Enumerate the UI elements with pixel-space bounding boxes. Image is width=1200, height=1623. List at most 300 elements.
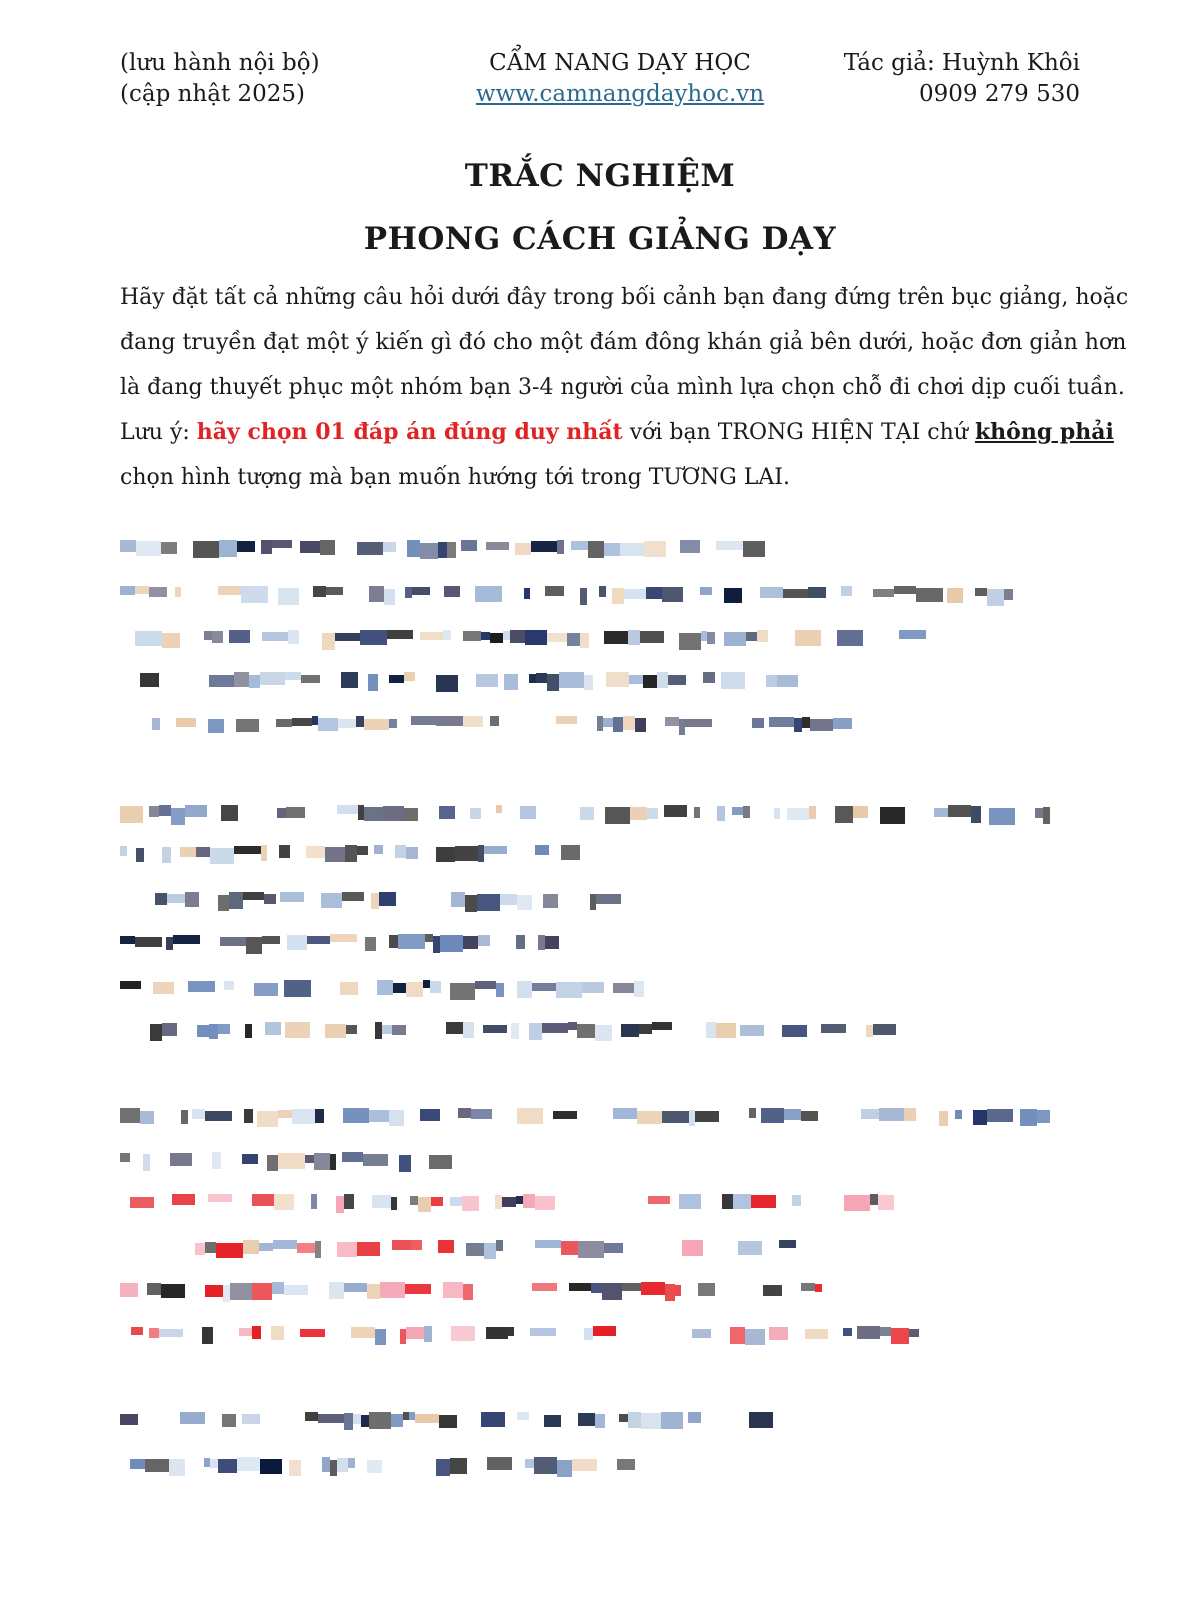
redacted-text-block xyxy=(369,1110,389,1122)
redacted-text-block xyxy=(745,1329,765,1345)
redacted-text-block xyxy=(261,845,267,861)
redacted-text-block xyxy=(374,845,383,854)
redacted-text-block xyxy=(380,1282,405,1298)
redacted-text-block xyxy=(313,586,326,597)
redacted-text-block xyxy=(120,1283,138,1297)
redacted-text-block xyxy=(835,806,853,823)
redacted-text-block xyxy=(205,1111,232,1121)
redacted-text-block xyxy=(679,1194,701,1209)
redacted-text-block xyxy=(794,718,802,732)
redacted-text-block xyxy=(218,1024,230,1034)
redacted-text-block xyxy=(769,717,794,727)
redacted-text-block xyxy=(870,1194,878,1205)
redacted-text-block xyxy=(444,586,460,597)
redacted-text-block xyxy=(243,1240,259,1254)
redacted-text-block xyxy=(120,540,136,552)
redacted-text-block xyxy=(652,1022,672,1030)
redacted-text-block xyxy=(545,936,559,949)
redacted-text-block xyxy=(278,1153,305,1169)
redacted-text-block xyxy=(135,937,162,947)
redacted-text-block xyxy=(267,1155,278,1171)
redacted-text-block xyxy=(348,1458,355,1468)
redacted-text-block xyxy=(757,630,768,642)
redacted-text-block xyxy=(344,1194,354,1209)
redacted-text-block xyxy=(578,1413,595,1426)
redacted-text-block xyxy=(515,543,531,555)
redacted-text-block xyxy=(478,935,490,946)
redacted-text-block xyxy=(436,847,455,862)
redacted-text-block xyxy=(538,935,545,950)
redacted-text-block xyxy=(438,1240,454,1253)
redacted-text-block xyxy=(1004,589,1013,600)
redacted-text-block xyxy=(418,1197,431,1212)
redacted-text-block xyxy=(392,1025,406,1035)
redacted-text-block xyxy=(612,588,624,604)
redacted-text-block xyxy=(556,982,582,998)
redacted-text-block xyxy=(130,1459,145,1469)
redacted-text-block xyxy=(135,631,162,646)
redacted-text-block xyxy=(326,587,343,595)
redacted-text-block xyxy=(619,1414,628,1422)
redacted-text-block xyxy=(262,936,280,944)
redacted-text-block xyxy=(732,807,743,815)
redacted-text-block xyxy=(580,807,594,820)
redacted-text-block xyxy=(584,1328,593,1340)
redacted-text-block xyxy=(665,717,679,726)
redacted-text-block xyxy=(130,1197,154,1208)
redacted-text-block xyxy=(140,673,159,687)
redacted-text-block xyxy=(475,586,502,602)
redacted-text-block xyxy=(162,1023,177,1036)
redacted-text-block xyxy=(572,1459,597,1471)
redacted-text-block xyxy=(272,540,292,548)
redacted-text-block xyxy=(641,1413,661,1429)
redacted-text-block xyxy=(545,586,564,596)
redacted-text-block xyxy=(894,586,916,594)
redacted-text-block xyxy=(175,587,181,597)
redacted-text-block xyxy=(701,631,707,641)
redacted-text-block xyxy=(361,1415,369,1427)
redacted-text-block xyxy=(490,716,499,726)
redacted-text-block xyxy=(535,1196,555,1210)
redacted-text-block xyxy=(120,846,127,856)
redacted-text-block xyxy=(620,543,644,556)
redacted-text-block xyxy=(314,1153,330,1170)
redacted-text-block xyxy=(774,808,780,819)
redacted-text-block xyxy=(458,1108,471,1118)
redacted-text-block xyxy=(484,1243,496,1259)
redacted-text-block xyxy=(379,892,396,906)
redacted-text-block xyxy=(446,1022,463,1034)
redacted-text-block xyxy=(679,719,685,735)
redacted-text-block xyxy=(987,1109,1013,1122)
redacted-text-block xyxy=(389,719,397,728)
redacted-text-block xyxy=(301,675,320,683)
redacted-text-block xyxy=(204,1458,210,1467)
redacted-text-block xyxy=(455,846,478,861)
redacted-text-block xyxy=(305,1155,314,1163)
redacted-text-block xyxy=(503,631,510,640)
redacted-text-block xyxy=(169,1459,185,1476)
redacted-text-block xyxy=(724,632,746,646)
redacted-text-block xyxy=(602,1283,622,1300)
redacted-text-block xyxy=(782,1025,807,1037)
redacted-text-block xyxy=(185,805,207,817)
redacted-text-block xyxy=(717,806,725,821)
redacted-text-block xyxy=(338,719,356,728)
redacted-text-block xyxy=(439,1415,457,1428)
redacted-text-block xyxy=(662,1111,689,1123)
redacted-text-block xyxy=(205,1285,223,1297)
redacted-text-block xyxy=(284,980,311,997)
redacted-text-block xyxy=(406,847,418,859)
redacted-text-block xyxy=(706,1022,716,1038)
redacted-text-block xyxy=(815,1284,822,1292)
redacted-text-block xyxy=(252,1194,274,1206)
redacted-text-block xyxy=(322,1457,330,1472)
redacted-text-block xyxy=(245,1024,252,1038)
redacted-text-block xyxy=(274,1194,294,1210)
redacted-text-block xyxy=(646,587,662,599)
redacted-text-block xyxy=(703,672,715,683)
redacted-text-block xyxy=(264,894,276,904)
redacted-text-block xyxy=(463,1284,473,1300)
redacted-text-block xyxy=(335,633,360,641)
redacted-text-block xyxy=(406,1327,424,1339)
redacted-text-block xyxy=(689,1110,695,1126)
redacted-text-block xyxy=(802,717,810,728)
redacted-text-block xyxy=(212,631,223,643)
redacted-text-block xyxy=(808,587,826,598)
redacted-text-block xyxy=(306,846,325,858)
redacted-text-block xyxy=(523,1194,535,1208)
redacted-text-block xyxy=(843,1328,852,1336)
redacted-text-block xyxy=(197,1025,209,1037)
redacted-text-block xyxy=(668,675,686,685)
redacted-text-block xyxy=(161,542,177,554)
redacted-text-block xyxy=(252,1283,272,1300)
redacted-text-block xyxy=(590,894,596,910)
redacted-text-block xyxy=(837,630,863,646)
redacted-text-block xyxy=(595,1025,612,1041)
redacted-text-block xyxy=(777,675,798,687)
redacted-text-block xyxy=(556,716,577,724)
redacted-text-block xyxy=(450,1197,462,1206)
redacted-text-block xyxy=(155,893,167,905)
redacted-text-block xyxy=(899,630,926,639)
redacted-text-block xyxy=(162,847,171,863)
redacted-text-block xyxy=(342,1152,363,1162)
redacted-text-block xyxy=(477,894,500,911)
redacted-text-block xyxy=(603,718,613,727)
redacted-text-block xyxy=(357,542,383,555)
redacted-text-block xyxy=(844,1195,870,1211)
redacted-text-block xyxy=(382,1025,392,1034)
redacted-text-block xyxy=(451,1326,475,1341)
redacted-text-block xyxy=(536,673,547,683)
redacted-text-block xyxy=(743,806,750,818)
redacted-text-block xyxy=(542,1023,568,1033)
redacted-text-block xyxy=(525,1459,534,1468)
redacted-text-block xyxy=(613,717,623,732)
redacted-text-block xyxy=(170,1153,192,1166)
redacted-text-block xyxy=(688,1412,701,1423)
redacted-text-block xyxy=(431,1197,443,1206)
redacted-text-block xyxy=(751,1195,776,1208)
redacted-text-block xyxy=(420,632,443,640)
redacted-text-block xyxy=(150,1024,162,1041)
redacted-text-block xyxy=(508,1327,514,1336)
redacted-text-block xyxy=(363,1154,388,1166)
redacted-text-block xyxy=(405,1284,431,1294)
redacted-text-block xyxy=(229,630,250,643)
redacted-text-block xyxy=(463,631,481,641)
redacted-text-block xyxy=(577,1024,595,1038)
redacted-text-block xyxy=(535,1240,561,1248)
redacted-text-block xyxy=(483,1025,507,1033)
redacted-text-block xyxy=(271,1326,284,1340)
page-title: TRẮC NGHIỆM xyxy=(464,158,736,194)
redacted-text-block xyxy=(398,934,425,949)
redacted-text-block xyxy=(272,1282,284,1294)
redacted-text-block xyxy=(909,1329,919,1337)
redacted-text-block xyxy=(588,541,604,558)
redacted-text-block xyxy=(530,1328,556,1336)
redacted-text-block xyxy=(407,540,420,557)
redacted-text-block xyxy=(787,808,809,820)
redacted-text-block xyxy=(989,808,1015,825)
redacted-text-block xyxy=(730,1327,745,1344)
redacted-text-block xyxy=(805,1329,828,1339)
redacted-text-block xyxy=(599,586,606,597)
redacted-text-block xyxy=(237,1457,260,1471)
redacted-text-block xyxy=(377,980,393,995)
redacted-text-block xyxy=(364,807,383,821)
redacted-text-block xyxy=(218,895,229,911)
redacted-text-block xyxy=(971,806,981,823)
redacted-text-block xyxy=(145,1459,169,1472)
redacted-text-block xyxy=(628,1412,641,1428)
intro-line: đang truyền đạt một ý kiến gì đó cho một đám đông khán giả bên dưới, hoặc đơn giản hơn xyxy=(120,330,1127,355)
redacted-text-block xyxy=(273,1240,297,1249)
redacted-text-block xyxy=(604,631,628,644)
redacted-text-block xyxy=(172,1194,195,1205)
redacted-text-block xyxy=(193,541,219,558)
redacted-text-block xyxy=(1043,807,1050,824)
redacted-text-block xyxy=(486,1327,508,1339)
redacted-text-block xyxy=(229,892,243,909)
redacted-text-block xyxy=(939,1111,948,1126)
redacted-text-block xyxy=(443,1282,463,1298)
redacted-text-block xyxy=(465,895,477,912)
redacted-text-block xyxy=(368,674,378,691)
redacted-text-block xyxy=(569,1283,591,1291)
redacted-text-block xyxy=(784,1109,801,1120)
redacted-text-block xyxy=(340,982,358,995)
redacted-text-block xyxy=(344,1413,353,1430)
redacted-text-block xyxy=(387,630,413,639)
redacted-text-block xyxy=(218,586,241,595)
redacted-text-block xyxy=(987,589,1004,606)
redacted-text-block xyxy=(181,1110,188,1124)
redacted-text-block xyxy=(436,675,458,692)
redacted-text-block xyxy=(496,983,504,997)
redacted-text-block xyxy=(438,542,447,558)
redacted-text-block xyxy=(801,1111,818,1121)
redacted-text-block xyxy=(360,630,387,645)
redacted-text-block xyxy=(412,587,430,595)
intro-line: chọn hình tượng mà bạn muốn hướng tới trong TƯƠNG LAI. xyxy=(120,465,790,490)
phone-number: 0909 279 530 xyxy=(919,81,1080,107)
redacted-text-block xyxy=(621,1024,639,1037)
redacted-text-block xyxy=(409,1412,415,1420)
redacted-text-block xyxy=(208,1194,232,1202)
redacted-text-block xyxy=(604,543,620,556)
redacted-text-block xyxy=(289,1460,301,1476)
redacted-text-block xyxy=(504,674,518,690)
redacted-text-block xyxy=(535,845,549,855)
redacted-text-block xyxy=(389,935,398,948)
redacted-text-block xyxy=(330,1460,337,1476)
redacted-text-block xyxy=(630,807,647,820)
website-link[interactable]: www.camnangdayhoc.vn xyxy=(475,81,765,107)
redacted-text-block xyxy=(657,672,668,688)
redacted-text-block xyxy=(399,1155,411,1172)
redacted-text-block xyxy=(411,716,436,725)
redacted-text-block xyxy=(517,1108,543,1124)
redacted-text-block xyxy=(661,1412,683,1429)
redacted-text-block xyxy=(305,1412,318,1421)
redacted-text-block xyxy=(195,1243,205,1255)
redacted-text-block xyxy=(624,589,646,599)
redacted-text-block xyxy=(878,1195,894,1210)
redacted-text-block xyxy=(364,719,389,730)
redacted-text-block xyxy=(286,807,305,818)
redacted-text-block xyxy=(430,981,441,993)
redacted-text-block xyxy=(698,1283,715,1296)
redacted-text-block xyxy=(879,1108,904,1121)
redacted-text-block xyxy=(249,675,260,688)
redacted-text-block xyxy=(470,808,481,819)
redacted-text-block xyxy=(371,893,379,909)
redacted-text-block xyxy=(682,1240,703,1256)
redacted-text-block xyxy=(318,1414,344,1423)
redacted-text-block xyxy=(975,588,987,596)
intro-line: Hãy đặt tất cả những câu hỏi dưới đây trong bối cảnh bạn đang đứng trên bục giảng, hoặc xyxy=(120,285,1129,310)
redacted-text-block xyxy=(351,1327,375,1338)
redacted-text-block xyxy=(391,1197,397,1210)
redacted-text-block xyxy=(534,1457,557,1474)
redacted-text-block xyxy=(635,718,646,732)
redacted-text-block xyxy=(622,1283,641,1291)
redacted-text-block xyxy=(761,1108,784,1123)
redacted-text-block xyxy=(285,672,301,680)
redacted-text-block xyxy=(320,540,335,555)
redacted-text-block xyxy=(236,719,259,732)
redacted-text-block xyxy=(648,1196,670,1204)
redacted-text-block xyxy=(216,1243,243,1258)
publication-title: CẨM NANG DẠY HỌC xyxy=(489,50,751,76)
redacted-text-block xyxy=(664,805,687,817)
redacted-text-block xyxy=(241,586,268,603)
note-highlight: hãy chọn 01 đáp án đúng duy nhất xyxy=(196,419,623,445)
redacted-text-block xyxy=(695,1111,719,1122)
redacted-text-block xyxy=(356,716,364,727)
redacted-text-block xyxy=(224,981,234,990)
redacted-text-block xyxy=(578,1241,604,1258)
redacted-text-block xyxy=(559,672,584,688)
redacted-text-block xyxy=(716,1023,736,1038)
redacted-text-block xyxy=(162,633,180,648)
redacted-text-block xyxy=(547,674,559,691)
redacted-text-block xyxy=(476,674,498,687)
redacted-text-block xyxy=(209,1024,218,1039)
redacted-text-block xyxy=(502,1197,516,1207)
redacted-text-block xyxy=(543,894,558,908)
redacted-text-block xyxy=(176,718,196,727)
redacted-text-block xyxy=(239,1328,252,1336)
redacted-text-block xyxy=(167,894,185,903)
redacted-text-block xyxy=(204,631,212,640)
redacted-text-block xyxy=(463,936,478,949)
redacted-text-block xyxy=(288,630,299,644)
redacted-text-block xyxy=(749,1108,756,1118)
redacted-text-block xyxy=(375,1022,382,1039)
author: Tác giả: Huỳnh Khôi xyxy=(843,50,1080,76)
update-note: (cập nhật 2025) xyxy=(120,81,305,107)
redacted-text-block xyxy=(500,894,517,905)
redacted-text-block xyxy=(752,718,764,728)
redacted-text-block xyxy=(406,982,423,997)
redacted-text-block xyxy=(547,633,567,642)
redacted-text-block xyxy=(596,894,621,904)
redacted-text-block xyxy=(733,1194,751,1209)
redacted-text-block xyxy=(315,1241,321,1258)
redacted-text-block xyxy=(325,1024,346,1038)
redacted-text-block xyxy=(219,540,237,557)
redacted-text-block xyxy=(307,936,330,944)
redacted-text-block xyxy=(278,1110,292,1118)
redacted-text-block xyxy=(680,540,700,553)
redacted-text-block xyxy=(700,587,712,595)
redacted-text-block xyxy=(451,892,465,907)
redacted-text-block xyxy=(120,1153,130,1162)
redacted-text-block xyxy=(487,1457,512,1470)
redacted-text-block xyxy=(221,805,238,821)
redacted-text-block xyxy=(395,845,406,858)
redacted-text-block xyxy=(763,1285,782,1296)
redacted-text-block xyxy=(287,935,307,950)
redacted-text-block xyxy=(580,588,587,605)
redacted-text-block xyxy=(166,937,173,950)
redacted-text-block xyxy=(809,806,816,819)
redacted-text-block xyxy=(948,805,971,817)
redacted-text-block xyxy=(185,892,199,907)
redacted-text-block xyxy=(439,806,455,819)
redacted-text-block xyxy=(721,672,745,689)
redacted-text-block xyxy=(810,719,833,731)
redacted-text-block xyxy=(120,586,135,595)
redacted-text-block xyxy=(262,632,288,641)
redacted-text-block xyxy=(147,1283,161,1295)
redacted-text-block xyxy=(208,719,224,733)
redacted-text-block xyxy=(641,1282,665,1295)
redacted-text-block xyxy=(209,675,234,687)
redacted-text-block xyxy=(716,541,743,550)
redacted-text-block xyxy=(411,1240,422,1250)
redacted-text-block xyxy=(644,541,666,557)
redacted-text-block xyxy=(510,630,525,643)
